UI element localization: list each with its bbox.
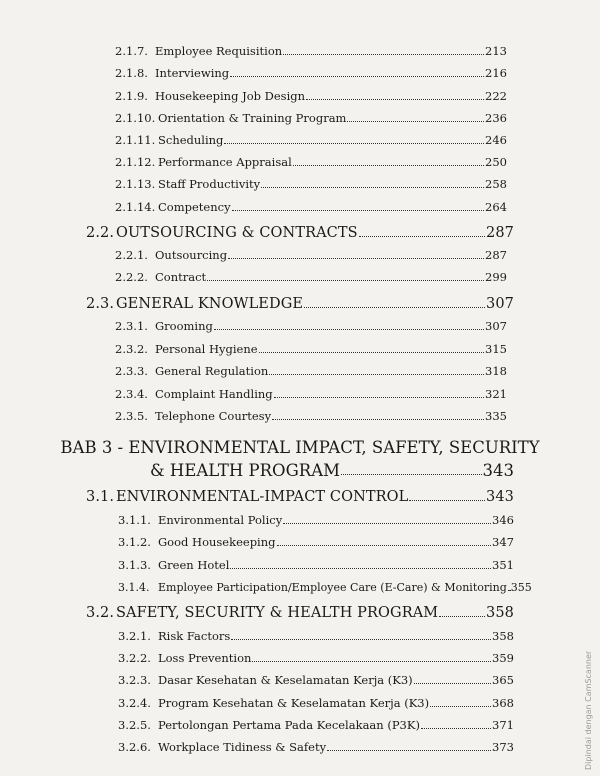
toc-entry — [115, 317, 507, 333]
entry-page: 368 — [492, 696, 514, 710]
dot-leader — [230, 76, 484, 77]
entry-number: 2.1.14. — [115, 200, 156, 214]
entry-title: Orientation & Training Program — [158, 111, 347, 125]
toc-entry — [115, 198, 507, 214]
entry-number: 2.3.1. — [115, 319, 148, 333]
toc-entry — [115, 407, 507, 423]
toc-entry — [118, 694, 514, 710]
entry-page: 346 — [492, 513, 514, 527]
dot-leader — [283, 523, 491, 524]
dot-leader — [214, 329, 484, 330]
toc-entry — [118, 649, 514, 665]
entry-page: 246 — [485, 133, 507, 147]
scanner-watermark: Dipindai dengan CamScanner — [584, 650, 593, 770]
dot-leader — [306, 99, 484, 100]
entry-title: Housekeeping Job Design — [155, 89, 306, 103]
dot-leader — [304, 307, 485, 308]
dot-leader — [293, 165, 484, 166]
entry-page: 318 — [485, 364, 507, 378]
entry-number: 2.3.3. — [115, 364, 148, 378]
toc-entry — [115, 153, 507, 169]
toc-entry — [118, 716, 514, 732]
entry-number: 3.1.1. — [118, 513, 151, 527]
toc-entry — [115, 87, 507, 103]
entry-page: 299 — [485, 270, 507, 284]
entry-page: 359 — [492, 651, 514, 665]
entry-title: Loss Prevention — [158, 651, 252, 665]
entry-page: 250 — [485, 155, 507, 169]
toc-entry — [115, 340, 507, 356]
entry-page: 287 — [485, 248, 507, 262]
entry-title: Grooming — [155, 319, 213, 333]
entry-number: 3.1.4. — [118, 581, 150, 594]
dot-leader — [347, 121, 484, 122]
entry-title: Pertolongan Pertama Pada Kecelakaan (P3K) — [158, 718, 420, 732]
entry-title: Staff Productivity — [158, 177, 261, 191]
entry-number: 3.2.2. — [118, 651, 151, 665]
toc-entry — [118, 533, 514, 549]
entry-number: 2.1.11. — [115, 133, 156, 147]
entry-title: Scheduling — [158, 133, 224, 147]
entry-page: 236 — [485, 111, 507, 125]
section-page: 287 — [486, 225, 514, 241]
section-number: 3.1. — [86, 489, 115, 505]
entry-number: 3.2.4. — [118, 696, 151, 710]
toc-entry — [118, 511, 514, 527]
entry-number: 2.1.7. — [115, 44, 148, 58]
entry-title: Personal Hygiene — [155, 342, 258, 356]
entry-page: 315 — [485, 342, 507, 356]
dot-leader — [272, 419, 484, 420]
entry-page: 358 — [492, 629, 514, 643]
section-title: GENERAL KNOWLEDGE — [116, 296, 304, 312]
entry-number: 2.1.9. — [115, 89, 148, 103]
dot-leader — [409, 500, 485, 501]
dot-leader — [252, 661, 491, 662]
entry-title: Good Housekeeping — [158, 535, 276, 549]
entry-title: Risk Factors — [158, 629, 231, 643]
entry-number: 2.3.5. — [115, 409, 148, 423]
dot-leader — [327, 750, 491, 751]
dot-leader — [283, 54, 484, 55]
chapter-title-continued: & HEALTH PROGRAM — [150, 461, 340, 480]
entry-title: Complaint Handling — [155, 387, 273, 401]
entry-title: Workplace Tidiness & Safety — [158, 740, 327, 754]
entry-title: Performance Appraisal — [158, 155, 292, 169]
dot-leader — [230, 568, 491, 569]
entry-page: 213 — [485, 44, 507, 58]
dot-leader — [274, 397, 484, 398]
entry-page: 365 — [492, 673, 514, 687]
dot-leader — [421, 728, 491, 729]
entry-page: 355 — [510, 581, 532, 594]
entry-title: Employee Participation/Employee Care (E-Care) & Monitoring — [158, 581, 507, 594]
entry-page: 373 — [492, 740, 514, 754]
chapter-heading-line2 — [150, 458, 514, 480]
entry-page: 264 — [485, 200, 507, 214]
entry-number: 3.1.3. — [118, 558, 151, 572]
entry-page: 216 — [485, 66, 507, 80]
entry-page: 335 — [485, 409, 507, 423]
dot-leader — [439, 616, 485, 617]
section-page: 343 — [486, 489, 514, 505]
entry-number: 2.1.10. — [115, 111, 156, 125]
section-number: 3.2. — [86, 605, 115, 621]
dot-leader — [232, 210, 484, 211]
entry-page: 351 — [492, 558, 514, 572]
entry-number: 3.2.6. — [118, 740, 151, 754]
dot-leader — [231, 639, 491, 640]
chapter-title: BAB 3 - ENVIRONMENTAL IMPACT, SAFETY, SECURITY — [60, 438, 540, 457]
chapter-page: 343 — [482, 461, 514, 480]
entry-page: 347 — [492, 535, 514, 549]
entry-number: 2.2.1. — [115, 248, 148, 262]
toc-entry — [115, 246, 507, 262]
entry-number: 3.2.3. — [118, 673, 151, 687]
dot-leader — [228, 258, 484, 259]
entry-page: 258 — [485, 177, 507, 191]
entry-number: 2.1.13. — [115, 177, 156, 191]
dot-leader — [341, 474, 482, 475]
dot-leader — [269, 374, 484, 375]
dot-leader — [261, 187, 484, 188]
dot-leader — [430, 706, 491, 707]
toc-entry — [115, 131, 507, 147]
entry-number: 2.3.4. — [115, 387, 148, 401]
entry-number: 3.2.1. — [118, 629, 151, 643]
entry-title: Outsourcing — [155, 248, 228, 262]
section-page: 307 — [486, 296, 514, 312]
toc-section — [86, 601, 514, 621]
toc-entry — [118, 671, 514, 687]
entry-page: 371 — [492, 718, 514, 732]
section-page: 358 — [486, 605, 514, 621]
toc-section — [86, 485, 514, 505]
toc-section — [86, 221, 514, 241]
section-number: 2.3. — [86, 296, 115, 312]
dot-leader — [277, 545, 492, 546]
dot-leader — [207, 280, 484, 281]
section-number: 2.2. — [86, 225, 115, 241]
toc-section — [86, 292, 514, 312]
entry-page: 222 — [485, 89, 507, 103]
entry-page: 307 — [485, 319, 507, 333]
toc-entry — [115, 42, 507, 58]
entry-title: Interviewing — [155, 66, 230, 80]
toc-entry — [115, 64, 507, 80]
entry-title: Employee Requisition — [155, 44, 283, 58]
dot-leader — [508, 590, 510, 591]
chapter-heading-line1 — [60, 435, 540, 457]
entry-title: Competency — [158, 200, 231, 214]
section-title: OUTSOURCING & CONTRACTS — [116, 225, 358, 241]
entry-title: General Regulation — [155, 364, 269, 378]
entry-title: Green Hotel — [158, 558, 230, 572]
toc-entry — [115, 175, 507, 191]
toc-entry — [118, 738, 514, 754]
entry-page: 321 — [485, 387, 507, 401]
entry-title: Environmental Policy — [158, 513, 283, 527]
toc-entry — [118, 556, 514, 572]
toc-entry — [115, 109, 507, 125]
toc-entry — [118, 627, 514, 643]
section-title: ENVIRONMENTAL-IMPACT CONTROL — [116, 489, 409, 505]
entry-number: 3.1.2. — [118, 535, 151, 549]
entry-title: Contract — [155, 270, 207, 284]
entry-title: Program Kesehatan & Keselamatan Kerja (K3) — [158, 696, 430, 710]
dot-leader — [414, 683, 491, 684]
toc-entry — [115, 268, 507, 284]
entry-number: 2.3.2. — [115, 342, 148, 356]
toc-entry — [115, 385, 507, 401]
entry-number: 3.2.5. — [118, 718, 151, 732]
entry-number: 2.2.2. — [115, 270, 148, 284]
entry-number: 2.1.12. — [115, 155, 156, 169]
entry-title: Telephone Courtesy — [155, 409, 272, 423]
toc-entry — [118, 578, 532, 594]
dot-leader — [224, 143, 484, 144]
entry-title: Dasar Kesehatan & Keselamatan Kerja (K3) — [158, 673, 413, 687]
toc-entry — [115, 362, 507, 378]
entry-number: 2.1.8. — [115, 66, 148, 80]
dot-leader — [359, 236, 485, 237]
section-title: SAFETY, SECURITY & HEALTH PROGRAM — [116, 605, 439, 621]
dot-leader — [259, 352, 485, 353]
